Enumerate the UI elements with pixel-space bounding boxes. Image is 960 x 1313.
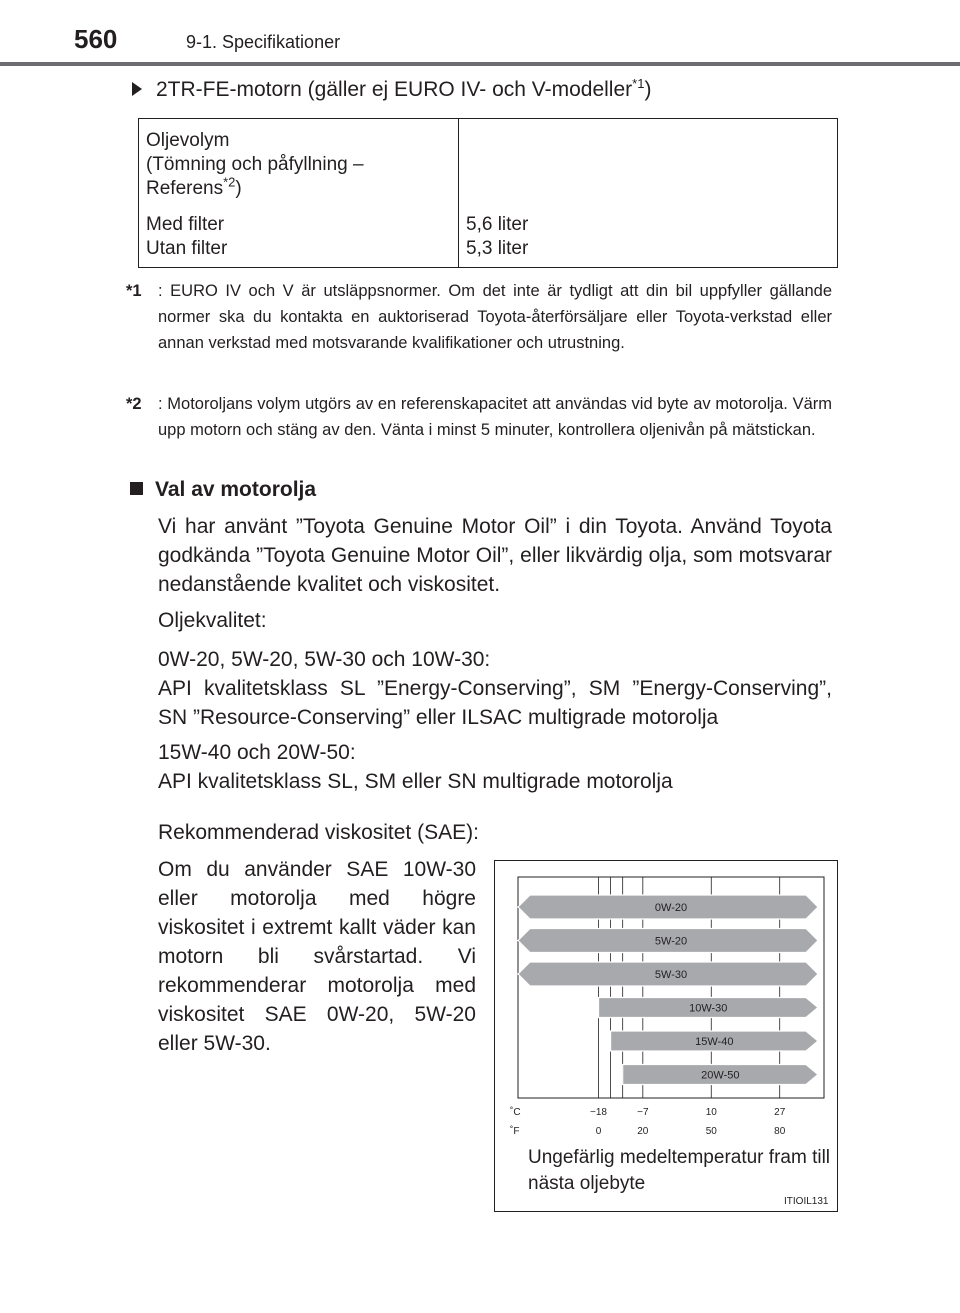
footnote-1 bbox=[126, 278, 832, 356]
axis-unit-fahrenheit: ˚F bbox=[510, 1126, 520, 1137]
tick-label-f-2: 50 bbox=[705, 1126, 717, 1137]
tick-label-c-0: −18 bbox=[590, 1107, 608, 1118]
bar-label-20W-50: 20W-50 bbox=[701, 1069, 740, 1082]
grade-group-1-title: 0W-20, 5W-20, 5W-30 och 10W-30: bbox=[158, 648, 491, 671]
square-bullet-icon bbox=[130, 482, 143, 495]
bar-label-10W-30: 10W-30 bbox=[689, 1002, 728, 1015]
cold-weather-advice: Om du använder SAE 10W-30 eller motorolja med högre viskositet i extremt kallt väder kan motorn bli svårstartad. Vi rekommenderar motorolja med viskositet SAE 0W-20, 5W-20 eller 5W-30. bbox=[158, 858, 476, 1055]
row-value-with-filter: 5,6 liter bbox=[466, 214, 529, 235]
oil-choice-intro: Vi har använt ”Toyota Genuine Motor Oil” i din Toyota. Använd Toyota godkända ”Toyota Genuine Motor Oil”, eller likvärdig olja, som motsvarar nedanstående kvalitet och viskositet. bbox=[158, 515, 832, 596]
table-row-values bbox=[466, 213, 528, 261]
header-rule bbox=[0, 62, 960, 66]
bar-label-0W-20: 0W-20 bbox=[654, 902, 688, 914]
viscosity-bar-20W-50 bbox=[623, 1065, 818, 1085]
engine-heading-text: 2TR-FE-motorn (gäller ej EURO IV- och V-modeller bbox=[156, 78, 633, 101]
bar-label-5W-20: 5W-20 bbox=[654, 935, 688, 948]
grade-group-2-title: 15W-40 och 20W-50: bbox=[158, 741, 356, 764]
section-title: 9-1. Specifikationer bbox=[186, 32, 341, 52]
oil-volume-table bbox=[138, 118, 838, 268]
tick-label-f-3: 80 bbox=[774, 1126, 786, 1137]
table-row-labels bbox=[146, 213, 227, 261]
footnote-1-text: : EURO IV och V är utsläppsnormer. Om det inte är tydligt att din bil uppfyller gällande normer ska du kontakta en auktoriserad Toyota-återförsäljare eller Toyota-verkstad eller annan verkstad med motsvarande kvalifikationer och utrustning. bbox=[158, 282, 832, 352]
bar-label-15W-40: 15W-40 bbox=[695, 1036, 734, 1048]
engine-heading-sup: *1 bbox=[632, 76, 645, 91]
row-label-with-filter: Med filter bbox=[146, 214, 225, 235]
tick-label-f-0: 0 bbox=[595, 1126, 602, 1137]
tick-label-c-2: 10 bbox=[705, 1107, 717, 1118]
viscosity-chart bbox=[494, 860, 838, 1150]
oil-quality-label: Oljekvalitet: bbox=[158, 609, 267, 632]
viscosity-bar-10W-30 bbox=[599, 998, 818, 1018]
bullet-arrow-icon bbox=[132, 82, 142, 96]
tick-label-c-1: −7 bbox=[637, 1107, 649, 1118]
row-value-without-filter: 5,3 liter bbox=[466, 238, 529, 259]
viscosity-bar-0W-20 bbox=[518, 895, 818, 919]
row-label-without-filter: Utan filter bbox=[146, 238, 228, 259]
label-line-2: (Tömning och påfyllning – bbox=[146, 154, 364, 175]
label-line-3: Referens$^{*2}$) bbox=[146, 174, 242, 199]
page-number: 560 bbox=[74, 24, 118, 54]
label-line-1: Oljevolym bbox=[146, 130, 230, 151]
oil-choice-heading: Val av motorolja bbox=[130, 478, 316, 502]
footnote-2 bbox=[126, 391, 832, 443]
axis-unit-celsius: ˚C bbox=[510, 1107, 521, 1118]
tick-label-c-3: 27 bbox=[774, 1107, 786, 1118]
viscosity-bar-5W-30 bbox=[518, 962, 818, 986]
grade-group-2-text: API kvalitetsklass SL, SM eller SN multigrade motorolja bbox=[158, 770, 673, 793]
viscosity-bar-15W-40 bbox=[611, 1031, 818, 1051]
table-divider bbox=[458, 119, 459, 267]
table-label-cell bbox=[146, 129, 364, 201]
footnote-2-text: : Motoroljans volym utgörs av en referenskapacitet att användas vid byte av motorolja. Värm upp motorn och stäng av den. Vänta i minst 5 minuter, kontrollera oljenivån på mätstickan. bbox=[158, 395, 832, 439]
footnote-2-mark: *2 bbox=[126, 395, 142, 413]
figure-id: ITIOIL131 bbox=[784, 1196, 829, 1207]
grade-group-1-text: API kvalitetsklass SL ”Energy-Conserving”, SM ”Energy-Conserving”, SN ”Resource-Conserving” eller ILSAC multigrade motorolja bbox=[158, 677, 832, 729]
engine-heading-close: ) bbox=[644, 78, 652, 101]
viscosity-label: Rekommenderad viskositet (SAE): bbox=[158, 821, 479, 844]
figure-caption: Ungefärlig medeltemperatur fram till nästa oljebyte bbox=[528, 1147, 831, 1194]
tick-label-f-1: 20 bbox=[637, 1126, 649, 1137]
viscosity-bar-5W-20 bbox=[518, 929, 818, 953]
bar-label-5W-30: 5W-30 bbox=[654, 969, 688, 981]
engine-heading bbox=[132, 78, 651, 102]
footnote-1-mark: *1 bbox=[126, 282, 142, 300]
